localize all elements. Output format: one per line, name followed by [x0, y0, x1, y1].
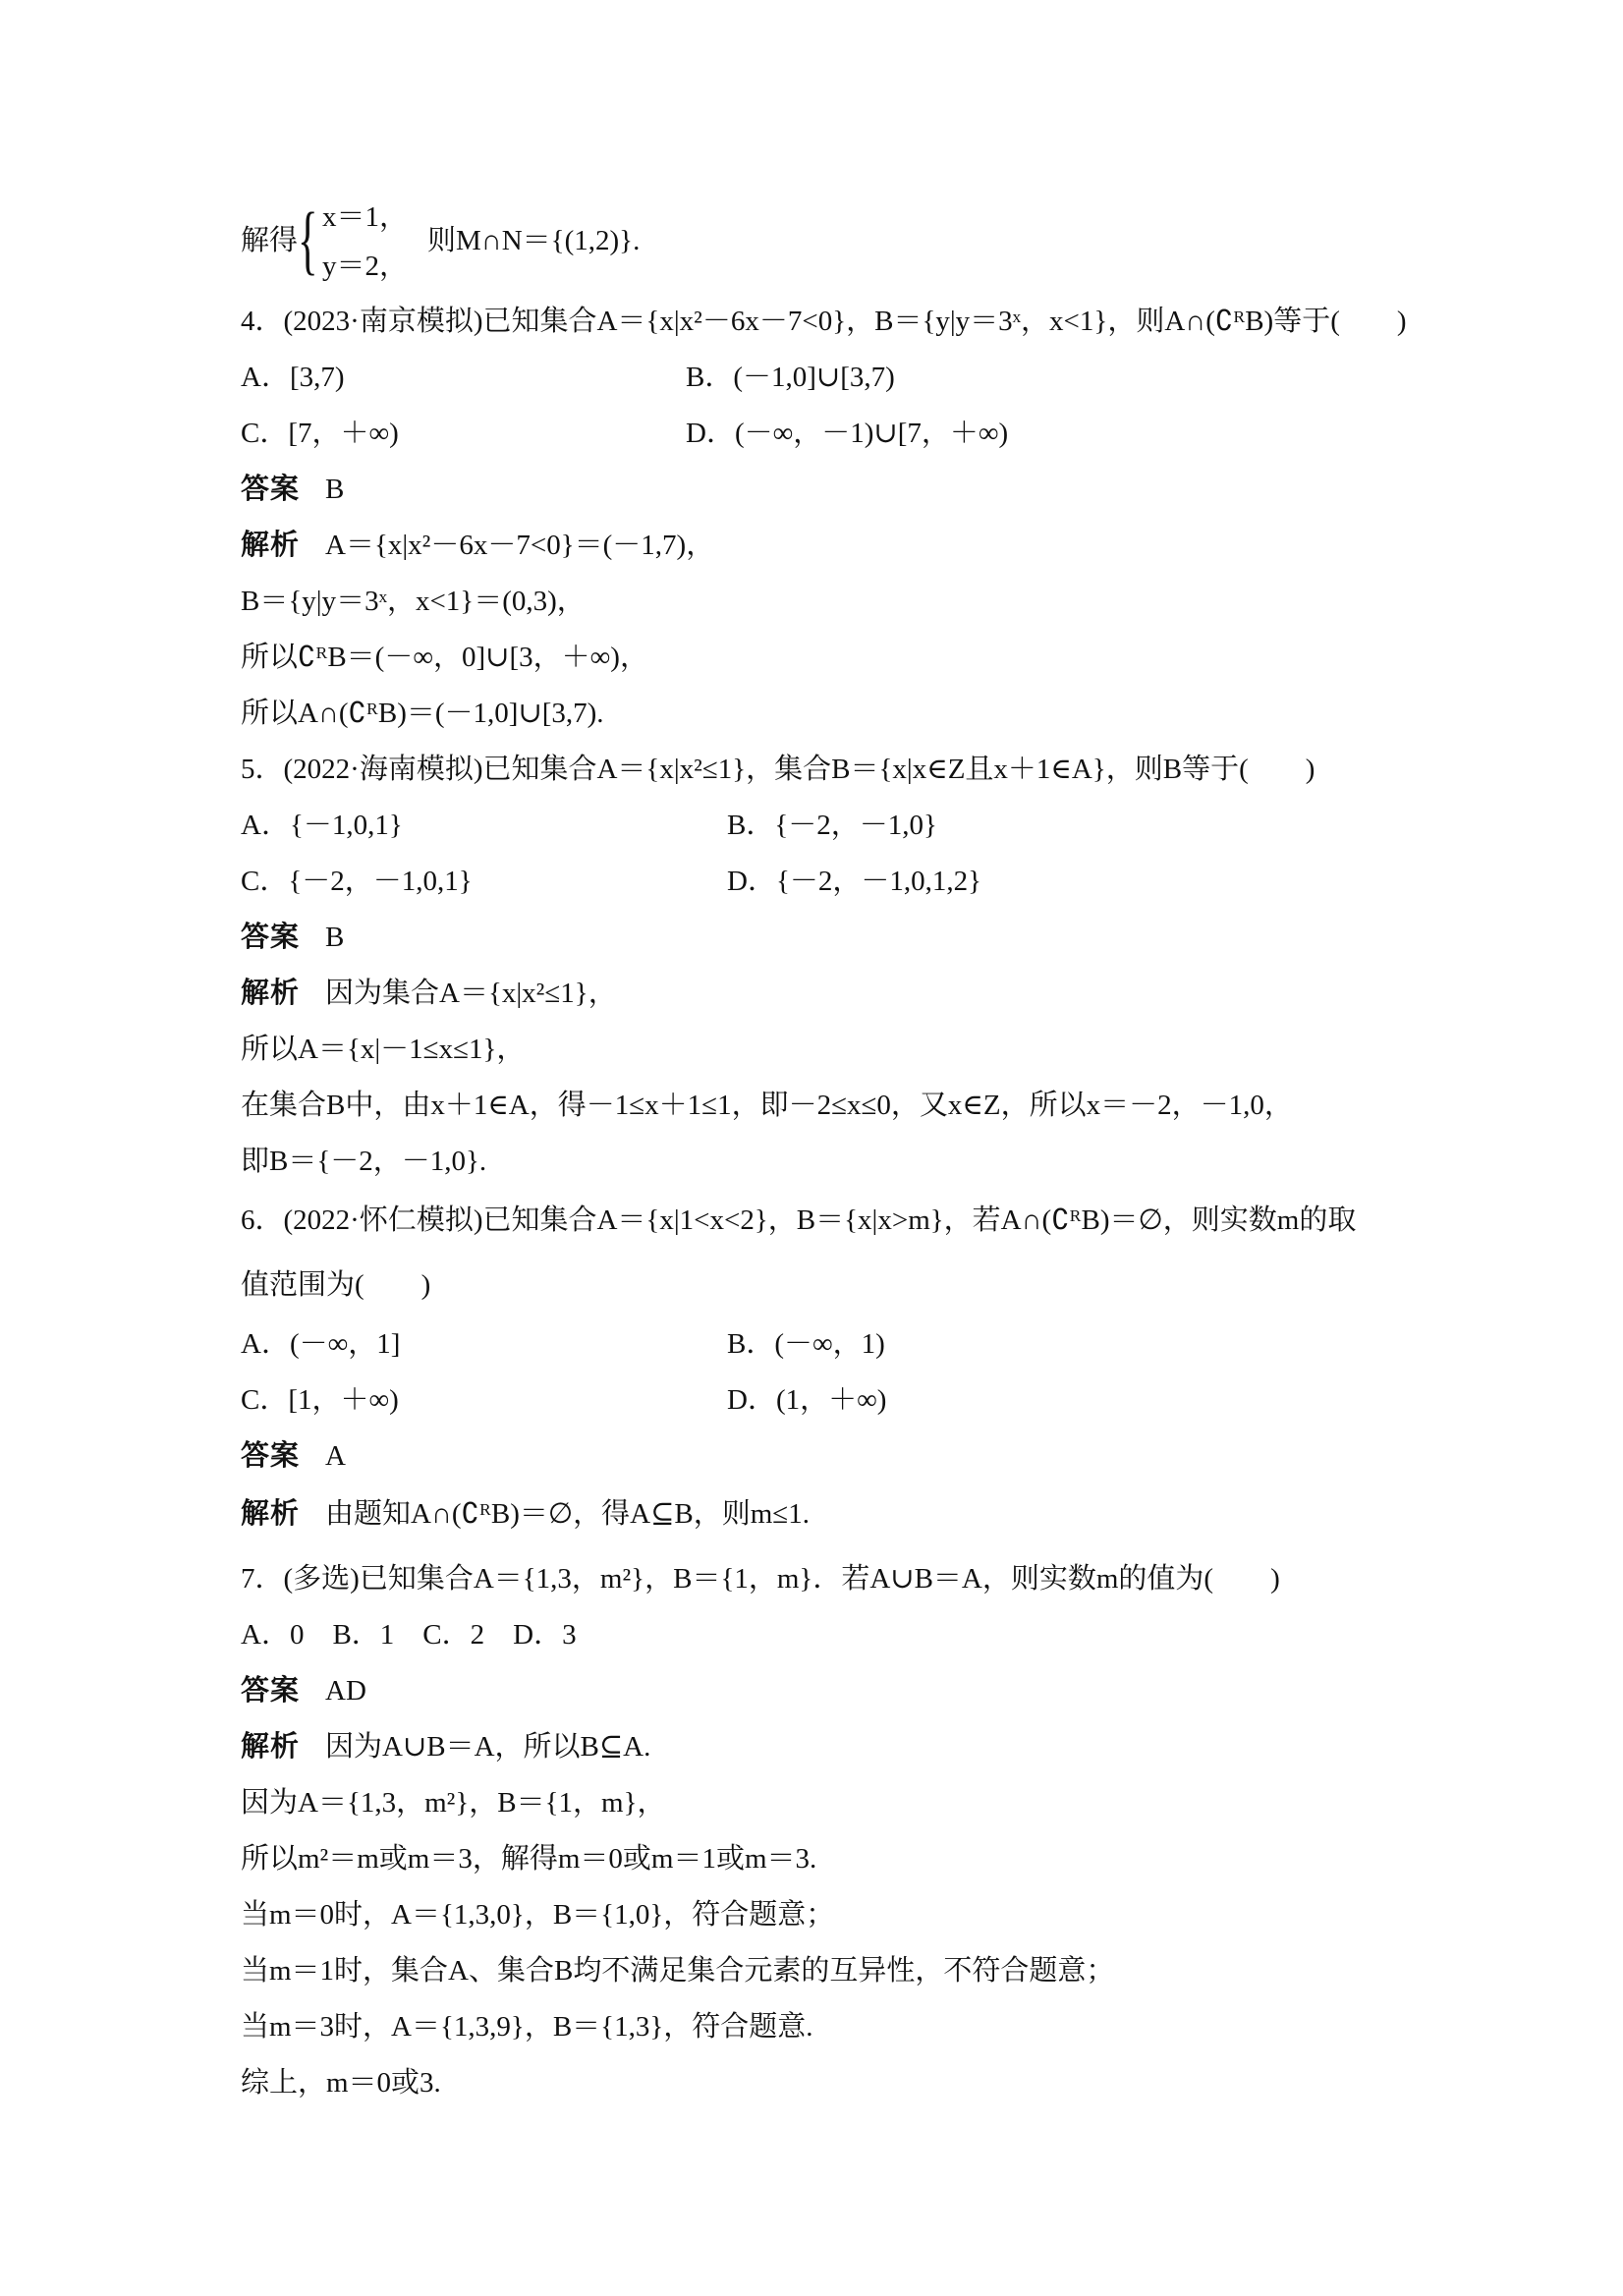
- q7-analysis-line: 所以m²＝m或m＝3，解得m＝0或m＝1或m＝3.: [241, 1843, 817, 1875]
- left-brace: {: [298, 196, 318, 282]
- answer-label: 答案: [241, 1675, 301, 1707]
- analysis-text: A＝{x|x²－6x－7<0}＝(－1,7)，: [325, 530, 715, 561]
- analysis-label: 解析: [241, 1498, 301, 1530]
- answer-value: B: [325, 474, 345, 505]
- analysis-text: 由题知A∩(∁ᴿB)＝∅，得A⊆B，则m≤1.: [325, 1498, 810, 1530]
- q4-analysis: [241, 526, 714, 565]
- system-conclusion: 则M∩N＝{(1,2)}.: [427, 225, 641, 256]
- q7-answer: [241, 1671, 366, 1710]
- answer-label: 答案: [241, 1440, 301, 1472]
- q7-analysis-line: 当m＝1时，集合A、集合B均不满足集合元素的互异性，不符合题意；: [241, 1955, 1115, 1987]
- q4-analysis-line: 所以∁ᴿB＝(－∞，0]∪[3，＋∞)，: [241, 642, 648, 673]
- analysis-text: 因为A∪B＝A，所以B⊆A.: [325, 1731, 651, 1763]
- q4-analysis-line: 所以A∩(∁ᴿB)＝(－1,0]∪[3,7).: [241, 698, 604, 729]
- answer-label: 答案: [241, 474, 301, 505]
- answer-label: 答案: [241, 922, 301, 953]
- q6-option-a: A．(－∞，1]: [241, 1328, 401, 1360]
- q6-analysis: [241, 1494, 810, 1534]
- q5-option-a: A．{－1,0,1}: [241, 810, 403, 841]
- q6-option-b: B．(－∞，1): [727, 1328, 885, 1360]
- q5-analysis-line: 在集合B中，由x＋1∈A，得－1≤x＋1≤1，即－2≤x≤0，又x∈Z，所以x＝－2，－1,0，: [241, 1090, 1293, 1121]
- q5-answer: [241, 918, 344, 957]
- q7-analysis-line: 综上，m＝0或3.: [241, 2067, 441, 2099]
- q4-option-b: B．(－1,0]∪[3,7): [686, 362, 895, 393]
- analysis-label: 解析: [241, 978, 301, 1009]
- q7-options: A．0 B．1 C．2 D．3: [241, 1619, 577, 1651]
- q4-option-c: C．[7，＋∞): [241, 418, 399, 449]
- analysis-label: 解析: [241, 530, 301, 561]
- q4-option-a: A．[3,7): [241, 362, 345, 393]
- q6-option-d: D．(1，＋∞): [727, 1384, 887, 1416]
- q5-analysis-line: 即B＝{－2，－1,0}.: [241, 1146, 487, 1177]
- q4-analysis-line: B＝{y|y＝3ˣ，x<1}＝(0,3)，: [241, 586, 586, 617]
- question-5-stem: 5．(2022·海南模拟)已知集合A＝{x|x²≤1}，集合B＝{x|x∈Z且x＋1∈A}，则B等于( ): [241, 754, 1315, 785]
- q5-option-d: D．{－2，－1,0,1,2}: [727, 866, 982, 897]
- equation-system: [241, 195, 830, 285]
- analysis-label: 解析: [241, 1731, 301, 1763]
- answer-value: B: [325, 922, 345, 953]
- q7-analysis-line: 当m＝3时，A＝{1,3,9}，B＝{1,3}，符合题意.: [241, 2011, 813, 2043]
- q5-analysis-line: 所以A＝{x|－1≤x≤1}，: [241, 1034, 526, 1065]
- question-4-stem: 4．(2023·南京模拟)已知集合A＝{x|x²－6x－7<0}，B＝{y|y＝3ˣ，x<1}，则A∩(∁ᴿB)等于( ): [241, 306, 1407, 337]
- answer-value: A: [325, 1440, 346, 1472]
- question-6-stem-cont: 值范围为( ): [241, 1269, 431, 1301]
- q4-answer: [241, 470, 344, 509]
- analysis-text: 因为集合A＝{x|x²≤1}，: [325, 978, 617, 1009]
- q7-analysis-line: 当m＝0时，A＝{1,3,0}，B＝{1,0}，符合题意；: [241, 1899, 835, 1931]
- q5-option-c: C．{－2，－1,0,1}: [241, 866, 473, 897]
- q6-option-c: C．[1，＋∞): [241, 1384, 399, 1416]
- question-6-stem: 6．(2022·怀仁模拟)已知集合A＝{x|1<x<2}，B＝{x|x>m}，若A∩(∁ᴿB)＝∅，则实数m的取: [241, 1204, 1357, 1236]
- q7-analysis: [241, 1727, 650, 1766]
- answer-value: AD: [325, 1675, 366, 1707]
- system-row-2: y＝2，: [322, 251, 409, 282]
- q5-analysis: [241, 974, 617, 1013]
- q6-answer: [241, 1436, 346, 1476]
- system-row-1: x＝1，: [322, 201, 409, 233]
- q4-option-d: D．(－∞，－1)∪[7，＋∞): [686, 418, 1009, 449]
- q7-analysis-line: 因为A＝{1,3，m²}，B＝{1，m}，: [241, 1787, 666, 1819]
- q5-option-b: B．{－2，－1,0}: [727, 810, 937, 841]
- system-prefix: 解得: [241, 225, 299, 256]
- question-7-stem: 7．(多选)已知集合A＝{1,3，m²}，B＝{1，m}．若A∪B＝A，则实数m的值为( ): [241, 1563, 1280, 1595]
